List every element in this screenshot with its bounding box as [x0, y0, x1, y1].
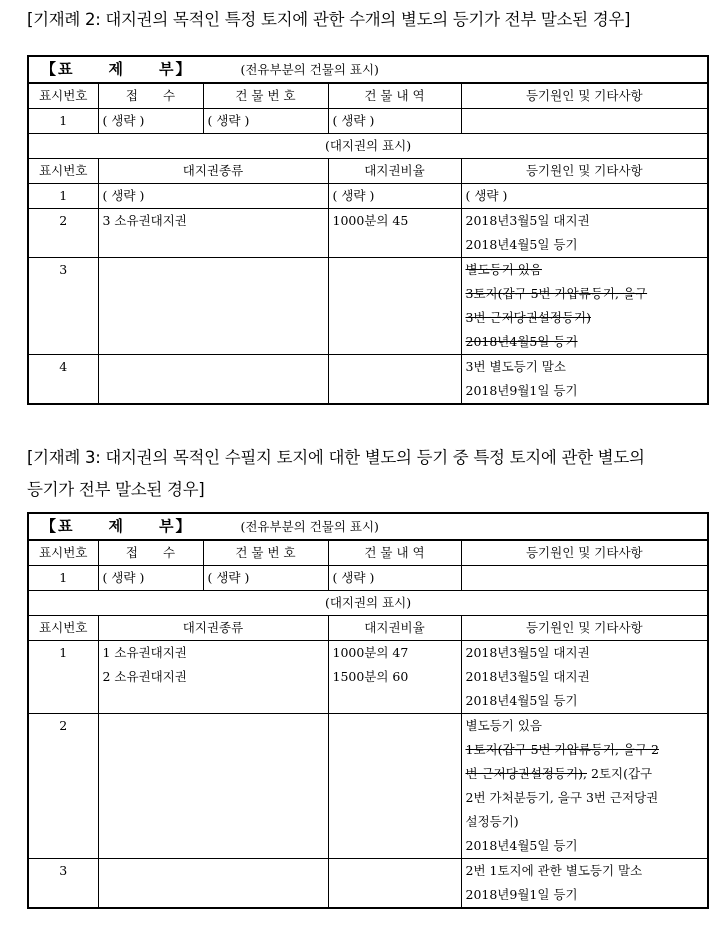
- table-cell: 1: [28, 566, 98, 591]
- type-line: 3 소유권대지권: [102, 213, 187, 228]
- table-title-row: [28, 513, 708, 540]
- header-cell: 건 물 내 역: [328, 83, 461, 109]
- example-3-heading-line-1: [기재례 3: 대지권의 목적인 수필지 토지에 대한 별도의 등기 중 특정 토지에 관한 별도의: [27, 448, 645, 467]
- table-cell: ( 생략 ): [98, 109, 203, 134]
- header-cell: 대지권비율: [328, 616, 461, 641]
- row-number-cell: 4: [28, 355, 98, 405]
- table-title-row: [28, 56, 708, 83]
- header-cell: 표시번호: [28, 540, 98, 566]
- ratio-line: 1000분의 47: [332, 645, 409, 660]
- header-cell: 건 물 내 역: [328, 540, 461, 566]
- land-ratio-cell: [328, 641, 461, 714]
- notes-line: [466, 184, 704, 208]
- notes-line: [466, 883, 704, 907]
- header-cell: 건 물 번 호: [203, 83, 328, 109]
- section-label-row: [28, 591, 708, 616]
- notes-line: [466, 355, 704, 379]
- row-number-cell: 2: [28, 209, 98, 258]
- land-row: [28, 859, 708, 909]
- note-text: 2018년4월5일 등기: [465, 693, 578, 708]
- header-cell: 대지권종류: [98, 159, 328, 184]
- header-cell: 등기원인 및 기타사항: [461, 159, 708, 184]
- notes-line: [466, 810, 704, 834]
- land-ratio-cell: [328, 859, 461, 909]
- table-cell: ( 생략 ): [328, 109, 461, 134]
- note-tail-text: 2토지(갑구: [587, 766, 653, 781]
- notes-cell: [461, 714, 708, 859]
- table-cell: ( 생략 ): [203, 566, 328, 591]
- table-cell: [461, 566, 708, 591]
- note-text: 3번 별도등기 말소: [465, 359, 566, 374]
- notes-cell: [461, 258, 708, 355]
- ratio-line: 1500분의 60: [332, 669, 409, 684]
- header-cell: 표시번호: [28, 616, 98, 641]
- section-label: (대지권의 표시): [28, 134, 708, 159]
- note-text: 2018년3월5일 대지권: [465, 213, 590, 228]
- notes-line: [466, 233, 704, 257]
- type-line: 2 소유권대지권: [102, 669, 187, 684]
- example-3-heading-line-2: 등기가 전부 말소된 경우]: [27, 480, 205, 499]
- note-text: 번 근저당권설정등기),: [465, 766, 587, 781]
- note-text: 2018년3월5일 대지권: [465, 645, 590, 660]
- note-text: 2018년4월5일 등기: [465, 838, 578, 853]
- type-line: ( 생략 ): [102, 188, 145, 203]
- row-number-cell: 2: [28, 714, 98, 859]
- land-type-cell: [98, 859, 328, 909]
- building-row: [28, 109, 708, 134]
- land-ratio-cell: [328, 184, 461, 209]
- header-cell: 대지권종류: [98, 616, 328, 641]
- building-header-row: [28, 83, 708, 109]
- title-subtitle: (전유부분의 건물의 표시): [240, 62, 379, 77]
- section-label: (대지권의 표시): [28, 591, 708, 616]
- notes-line: [466, 641, 704, 665]
- land-row: [28, 258, 708, 355]
- notes-line: [466, 330, 704, 354]
- note-text: 1토지(갑구 5번 가압류등기, 을구 2: [465, 742, 660, 757]
- note-text: 별도등기 있음: [465, 718, 542, 733]
- table-cell: ( 생략 ): [203, 109, 328, 134]
- note-text: 2018년3월5일 대지권: [465, 669, 590, 684]
- land-type-cell: [98, 258, 328, 355]
- land-row: [28, 184, 708, 209]
- note-text: 2018년4월5일 등기: [465, 334, 578, 349]
- table-title: [28, 56, 708, 83]
- notes-line: [466, 258, 704, 282]
- header-cell: 건 물 번 호: [203, 540, 328, 566]
- notes-line: [466, 306, 704, 330]
- note-text: 2018년4월5일 등기: [465, 237, 578, 252]
- header-cell: 표시번호: [28, 159, 98, 184]
- building-header-row: [28, 540, 708, 566]
- section-label-row: [28, 134, 708, 159]
- land-row: [28, 714, 708, 859]
- land-row: [28, 209, 708, 258]
- header-cell: 표시번호: [28, 83, 98, 109]
- row-number-cell: 1: [28, 184, 98, 209]
- title-label: 【표 제 부】: [41, 517, 193, 535]
- notes-line: [466, 379, 704, 403]
- note-text: ( 생략 ): [465, 188, 508, 203]
- land-type-cell: [98, 641, 328, 714]
- notes-cell: [461, 641, 708, 714]
- example-2-heading: [기재례 2: 대지권의 목적인 특정 토지에 관한 수개의 별도의 등기가 전부 말소된 경우]: [27, 10, 631, 29]
- row-number-cell: 3: [28, 258, 98, 355]
- header-cell: 등기원인 및 기타사항: [461, 616, 708, 641]
- notes-cell: [461, 355, 708, 405]
- table-cell: ( 생략 ): [98, 566, 203, 591]
- land-ratio-cell: [328, 714, 461, 859]
- notes-line: [466, 786, 704, 810]
- title-subtitle: (전유부분의 건물의 표시): [240, 519, 379, 534]
- table-cell: [461, 109, 708, 134]
- land-ratio-cell: [328, 258, 461, 355]
- notes-line: [466, 714, 704, 738]
- note-text: 2번 1토지에 관한 별도등기 말소: [465, 863, 643, 878]
- header-cell: 접 수: [98, 540, 203, 566]
- land-ratio-cell: [328, 209, 461, 258]
- ratio-line: ( 생략 ): [332, 188, 375, 203]
- header-cell: 접 수: [98, 83, 203, 109]
- notes-line: [466, 209, 704, 233]
- note-text: 3토지(갑구 5번 가압류등기, 을구: [465, 286, 648, 301]
- notes-line: [466, 738, 704, 762]
- land-type-cell: [98, 355, 328, 405]
- type-line: 1 소유권대지권: [102, 645, 187, 660]
- land-header-row: [28, 159, 708, 184]
- notes-cell: [461, 184, 708, 209]
- notes-line: [466, 665, 704, 689]
- note-text: 설정등기): [465, 814, 519, 829]
- title-label: 【표 제 부】: [41, 60, 193, 78]
- table-cell: ( 생략 ): [328, 566, 461, 591]
- note-text: 2018년9월1일 등기: [465, 887, 578, 902]
- land-rows: [28, 641, 708, 909]
- table-title: [28, 513, 708, 540]
- register-table-example-2: [27, 55, 709, 405]
- register-table-example-3: [27, 512, 709, 909]
- notes-cell: [461, 859, 708, 909]
- notes-line: [466, 282, 704, 306]
- table-cell: 1: [28, 109, 98, 134]
- notes-line: [466, 834, 704, 858]
- notes-line: [466, 762, 704, 786]
- note-text: 별도등기 있음: [465, 262, 542, 277]
- land-row: [28, 641, 708, 714]
- land-type-cell: [98, 209, 328, 258]
- header-cell: 등기원인 및 기타사항: [461, 540, 708, 566]
- notes-line: [466, 859, 704, 883]
- land-type-cell: [98, 714, 328, 859]
- notes-cell: [461, 209, 708, 258]
- row-number-cell: 1: [28, 641, 98, 714]
- note-text: 2018년9월1일 등기: [465, 383, 578, 398]
- ratio-line: 1000분의 45: [332, 213, 409, 228]
- building-row: [28, 566, 708, 591]
- land-type-cell: [98, 184, 328, 209]
- note-text: 2번 가처분등기, 을구 3번 근저당권: [465, 790, 659, 805]
- note-text: 3번 근저당권설정등기): [465, 310, 591, 325]
- header-cell: 등기원인 및 기타사항: [461, 83, 708, 109]
- land-row: [28, 355, 708, 405]
- row-number-cell: 3: [28, 859, 98, 909]
- notes-line: [466, 689, 704, 713]
- land-header-row: [28, 616, 708, 641]
- land-rows: [28, 184, 708, 405]
- header-cell: 대지권비율: [328, 159, 461, 184]
- land-ratio-cell: [328, 355, 461, 405]
